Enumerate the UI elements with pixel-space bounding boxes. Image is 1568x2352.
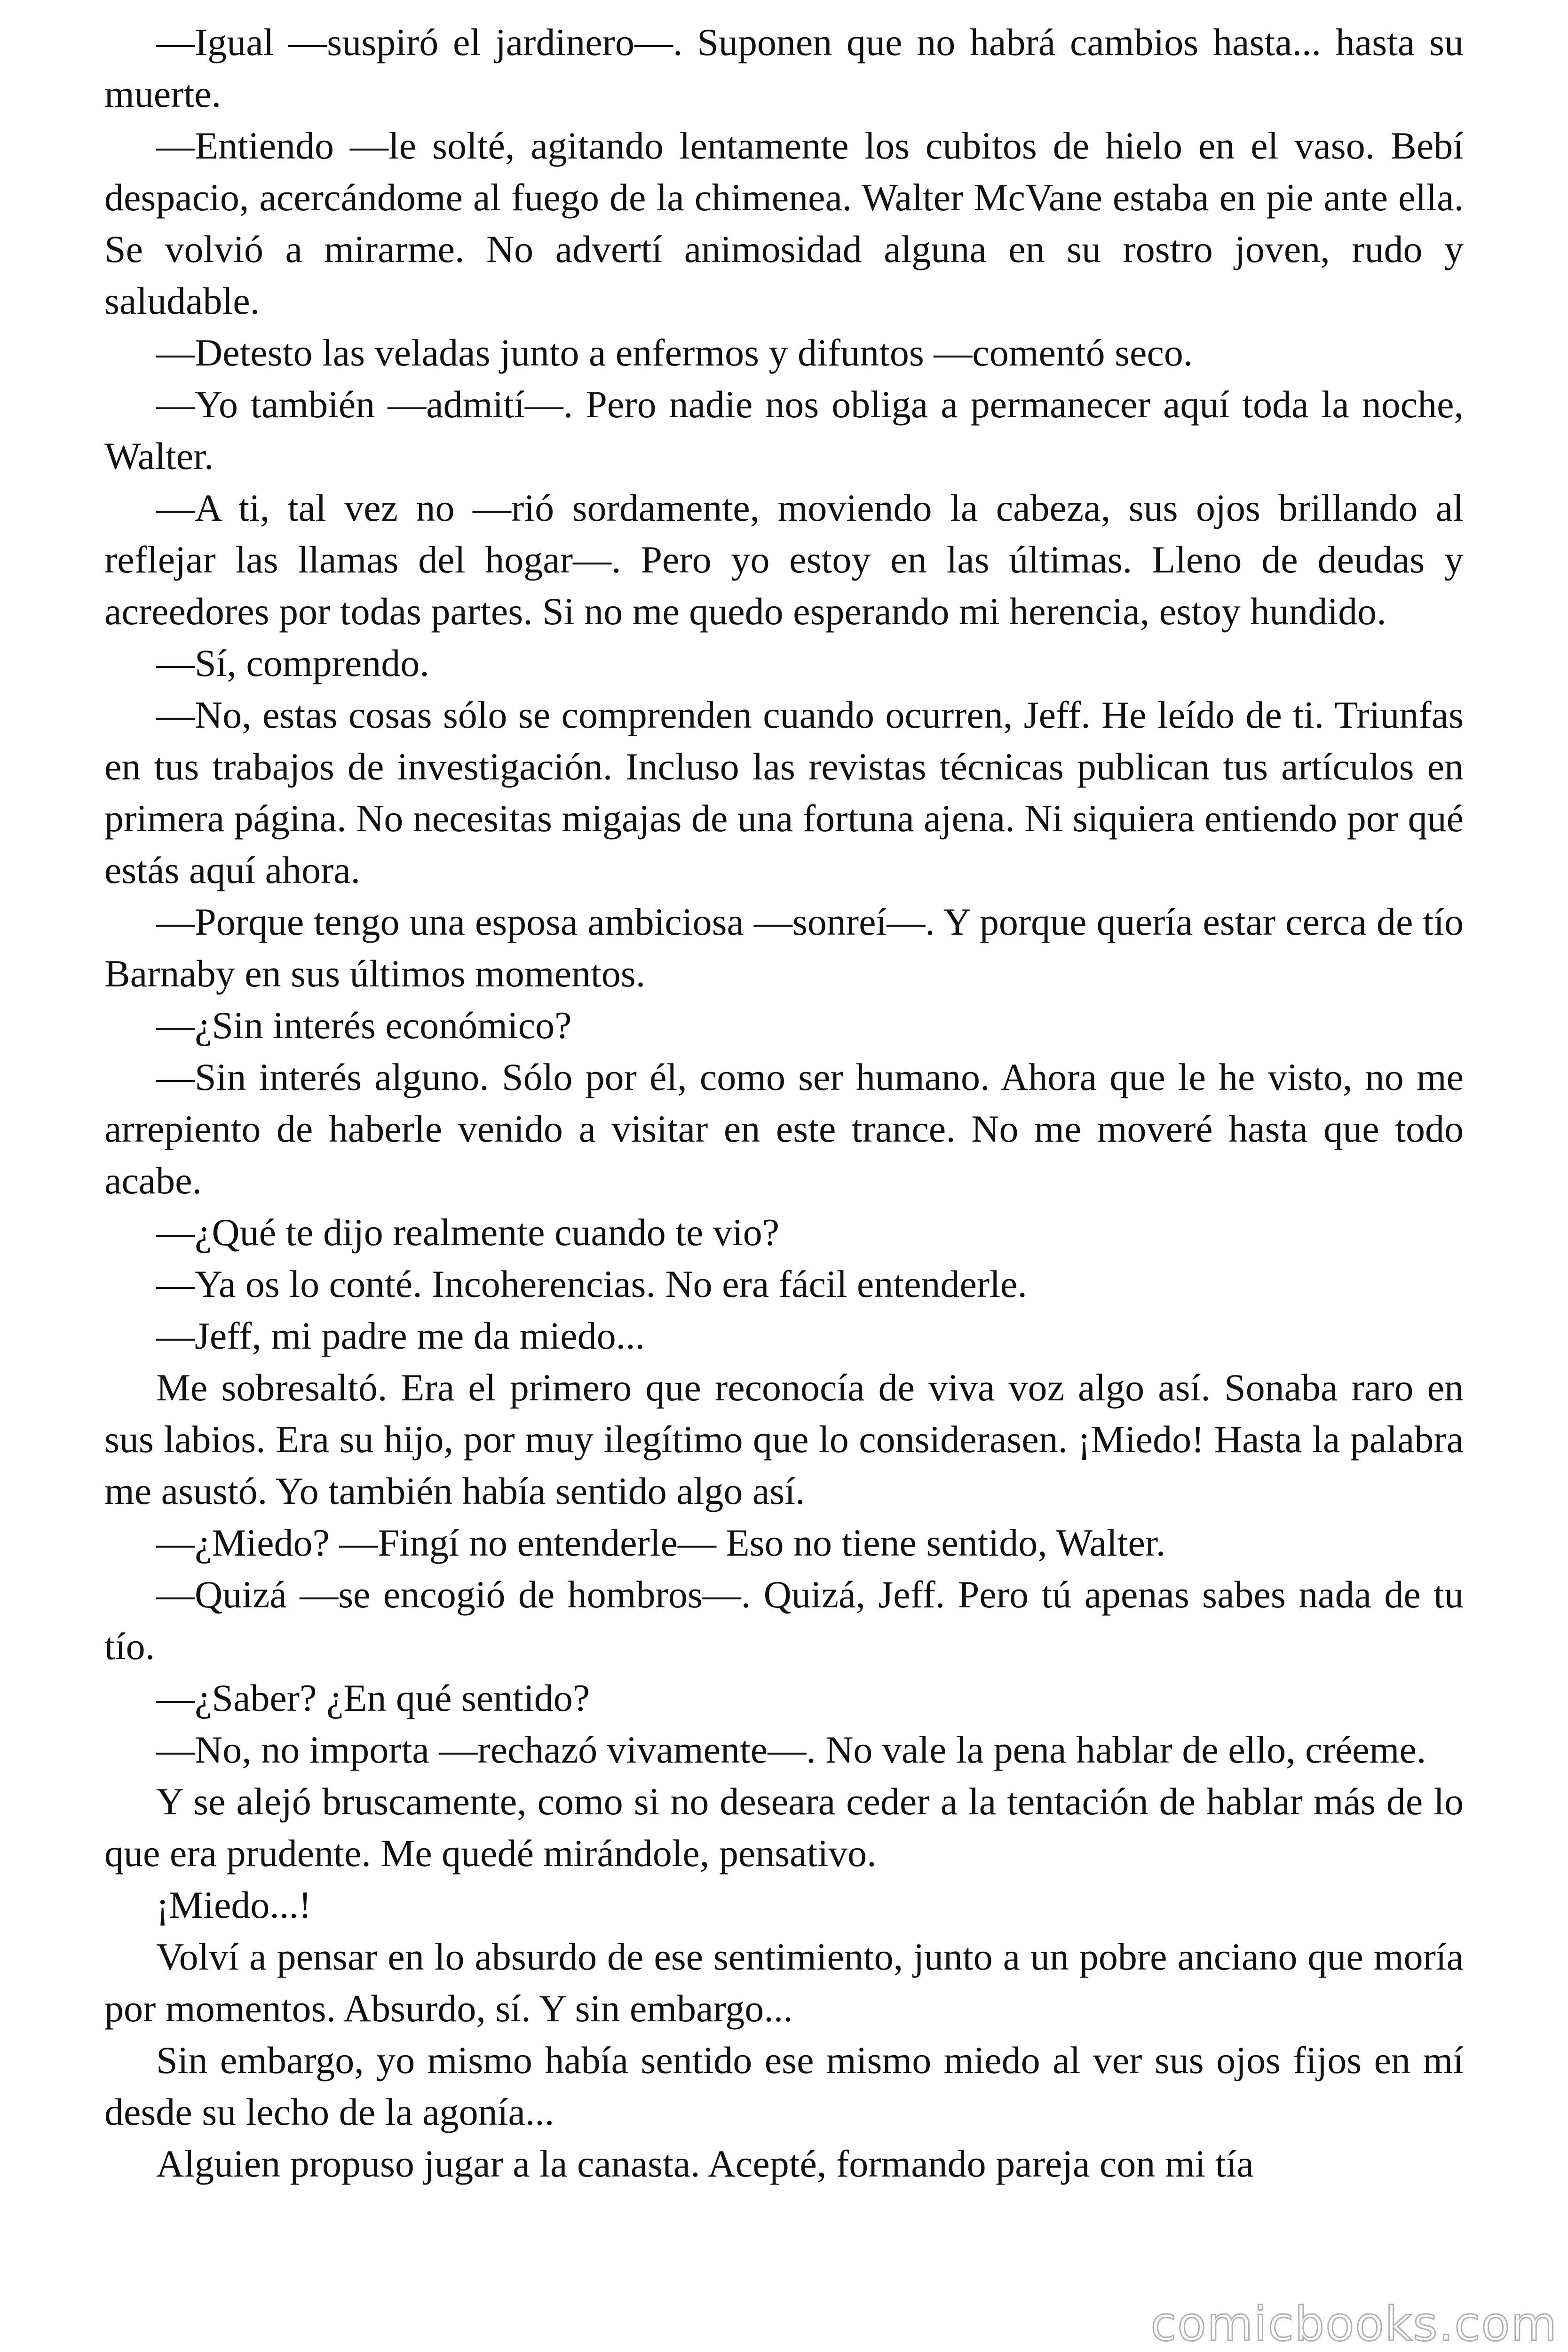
paragraph: Me sobresaltó. Era el primero que reconocía de viva voz algo así. Sonaba raro en sus labios. Era su hijo, por muy ilegítimo que lo considerasen. ¡Miedo! Hasta la palabra me asustó. Yo también había sentido algo así. (104, 1366, 1464, 1512)
paragraph: —Quizá —se encogió de hombros—. Quizá, Jeff. Pero tú apenas sabes nada de tu tío. (104, 1573, 1464, 1668)
paragraph: —Sí, comprendo. (156, 642, 429, 684)
paragraph: —¿Miedo? —Fingí no entenderle— Eso no tiene sentido, Walter. (156, 1521, 1166, 1564)
paragraph: Volví a pensar en lo absurdo de ese sentimiento, junto a un pobre anciano que moría por momentos. Absurdo, sí. Y sin embargo... (104, 1935, 1464, 2030)
paragraph: ¡Miedo...! (156, 1883, 312, 1926)
paragraph: —Entiendo —le solté, agitando lentamente los cubitos de hielo en el vaso. Bebí despacio, acercándome al fuego de la chimenea. Walter McVane estaba en pie ante ella. Se volvió a mirarme. No advertí animosidad alguna en su rostro joven, rudo y saludable. (104, 124, 1464, 322)
paragraph: —Sin interés alguno. Sólo por él, como ser humano. Ahora que le he visto, no me arrepiento de haberle venido a visitar en este trance. No me moveré hasta que todo acabe. (104, 1056, 1464, 1202)
watermark: comicbooks.com (1150, 2296, 1558, 2352)
paragraph: Sin embargo, yo mismo había sentido ese mismo miedo al ver sus ojos fijos en mí desde su lecho de la agonía... (104, 2039, 1464, 2133)
paragraph: —¿Sin interés económico? (156, 1004, 572, 1047)
paragraph: —No, estas cosas sólo se comprenden cuando ocurren, Jeff. He leído de ti. Triunfas en tus trabajos de investigación. Incluso las revistas técnicas publican tus artículos en primera página. No necesitas migajas de una fortuna ajena. Ni siquiera entiendo por qué estás aquí ahora. (104, 693, 1464, 891)
paragraph: —Detesto las veladas junto a enfermos y difuntos —comentó seco. (156, 331, 1193, 374)
paragraph: —Yo también —admití—. Pero nadie nos obliga a permanecer aquí toda la noche, Walter. (104, 383, 1464, 477)
paragraph: —¿Saber? ¿En qué sentido? (156, 1677, 590, 1719)
paragraph: —Igual —suspiró el jardinero—. Suponen que no habrá cambios hasta... hasta su muerte. (104, 21, 1464, 115)
paragraph: —Porque tengo una esposa ambiciosa —sonreí—. Y porque quería estar cerca de tío Barnaby en sus últimos momentos. (104, 900, 1464, 995)
paragraph: —¿Qué te dijo realmente cuando te vio? (156, 1211, 780, 1254)
paragraph: —Jeff, mi padre me da miedo... (156, 1314, 645, 1357)
paragraph: Y se alejó bruscamente, como si no deseara ceder a la tentación de hablar más de lo que era prudente. Me quedé mirándole, pensativo. (104, 1780, 1464, 1875)
body-text (104, 16, 1464, 2190)
paragraph: Alguien propuso jugar a la canasta. Acepté, formando pareja con mi tía (156, 2142, 1254, 2185)
paragraph: —A ti, tal vez no —rió sordamente, moviendo la cabeza, sus ojos brillando al reflejar las llamas del hogar—. Pero yo estoy en las últimas. Lleno de deudas y acreedores por todas partes. Si no me quedo esperando mi herencia, estoy hundido. (104, 486, 1464, 633)
paragraph: —Ya os lo conté. Incoherencias. No era fácil entenderle. (156, 1263, 1027, 1305)
paragraph: —No, no importa —rechazó vivamente—. No vale la pena hablar de ello, créeme. (156, 1728, 1426, 1771)
